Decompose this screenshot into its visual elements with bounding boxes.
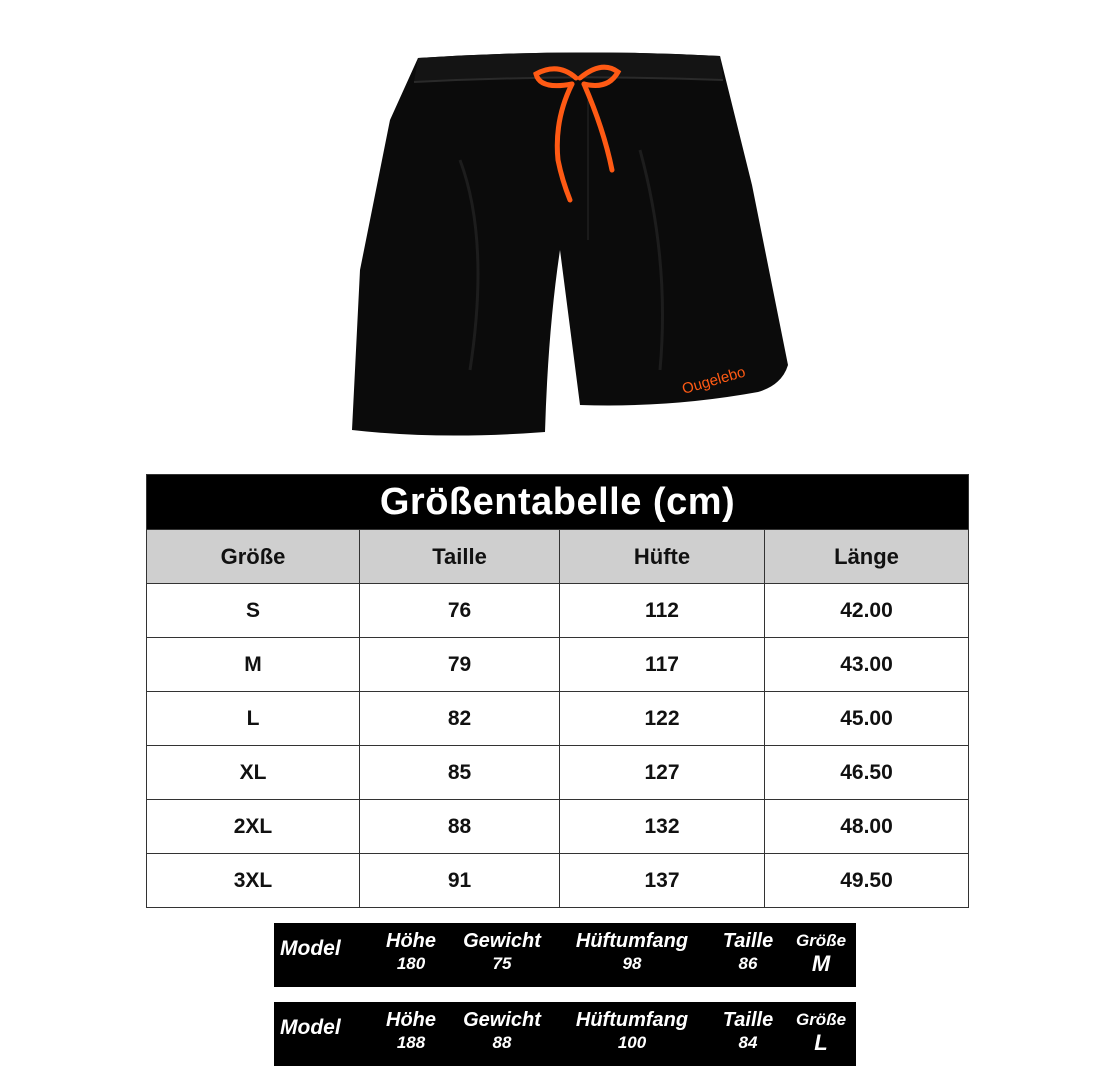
product-image-shorts bbox=[340, 40, 800, 445]
model-hip: Hüftumfang 100 bbox=[575, 1009, 689, 1052]
model-height: Höhe 180 bbox=[386, 930, 436, 973]
model-info-box bbox=[274, 923, 856, 987]
cell-waist: 91 bbox=[360, 854, 560, 908]
table-row bbox=[147, 800, 969, 854]
cell-length: 48.00 bbox=[765, 800, 969, 854]
model-waist: Taille 84 bbox=[722, 1009, 774, 1052]
model-label: Model bbox=[280, 937, 341, 960]
header-laenge: Länge bbox=[765, 530, 969, 584]
header-huefte: Hüfte bbox=[560, 530, 765, 584]
table-title: Größentabelle (cm) bbox=[147, 475, 969, 530]
cell-hip: 112 bbox=[560, 584, 765, 638]
model-size: Größe M bbox=[795, 931, 847, 976]
cell-hip: 137 bbox=[560, 854, 765, 908]
cell-length: 46.50 bbox=[765, 746, 969, 800]
table-row bbox=[147, 584, 969, 638]
size-chart-table bbox=[146, 474, 969, 908]
model-weight: Gewicht 75 bbox=[463, 930, 541, 973]
cell-length: 42.00 bbox=[765, 584, 969, 638]
cell-length: 49.50 bbox=[765, 854, 969, 908]
cell-hip: 122 bbox=[560, 692, 765, 746]
cell-waist: 76 bbox=[360, 584, 560, 638]
cell-waist: 88 bbox=[360, 800, 560, 854]
model-hip: Hüftumfang 98 bbox=[575, 930, 689, 973]
cell-length: 43.00 bbox=[765, 638, 969, 692]
cell-hip: 117 bbox=[560, 638, 765, 692]
model-info-box bbox=[274, 1002, 856, 1066]
model-waist: Taille 86 bbox=[722, 930, 774, 973]
cell-hip: 127 bbox=[560, 746, 765, 800]
model-label: Model bbox=[280, 1016, 341, 1039]
cell-waist: 79 bbox=[360, 638, 560, 692]
header-taille: Taille bbox=[360, 530, 560, 584]
cell-size: 3XL bbox=[147, 854, 360, 908]
cell-size: 2XL bbox=[147, 800, 360, 854]
table-row bbox=[147, 746, 969, 800]
cell-size: L bbox=[147, 692, 360, 746]
table-row bbox=[147, 638, 969, 692]
model-size: Größe L bbox=[795, 1010, 847, 1055]
cell-size: XL bbox=[147, 746, 360, 800]
cell-waist: 85 bbox=[360, 746, 560, 800]
model-height: Höhe 188 bbox=[386, 1009, 436, 1052]
cell-size: S bbox=[147, 584, 360, 638]
cell-waist: 82 bbox=[360, 692, 560, 746]
table-row bbox=[147, 692, 969, 746]
cell-hip: 132 bbox=[560, 800, 765, 854]
cell-length: 45.00 bbox=[765, 692, 969, 746]
brand-print: Ougelebo bbox=[680, 363, 748, 398]
table-row bbox=[147, 854, 969, 908]
cell-size: M bbox=[147, 638, 360, 692]
model-weight: Gewicht 88 bbox=[463, 1009, 541, 1052]
header-groesse: Größe bbox=[147, 530, 360, 584]
